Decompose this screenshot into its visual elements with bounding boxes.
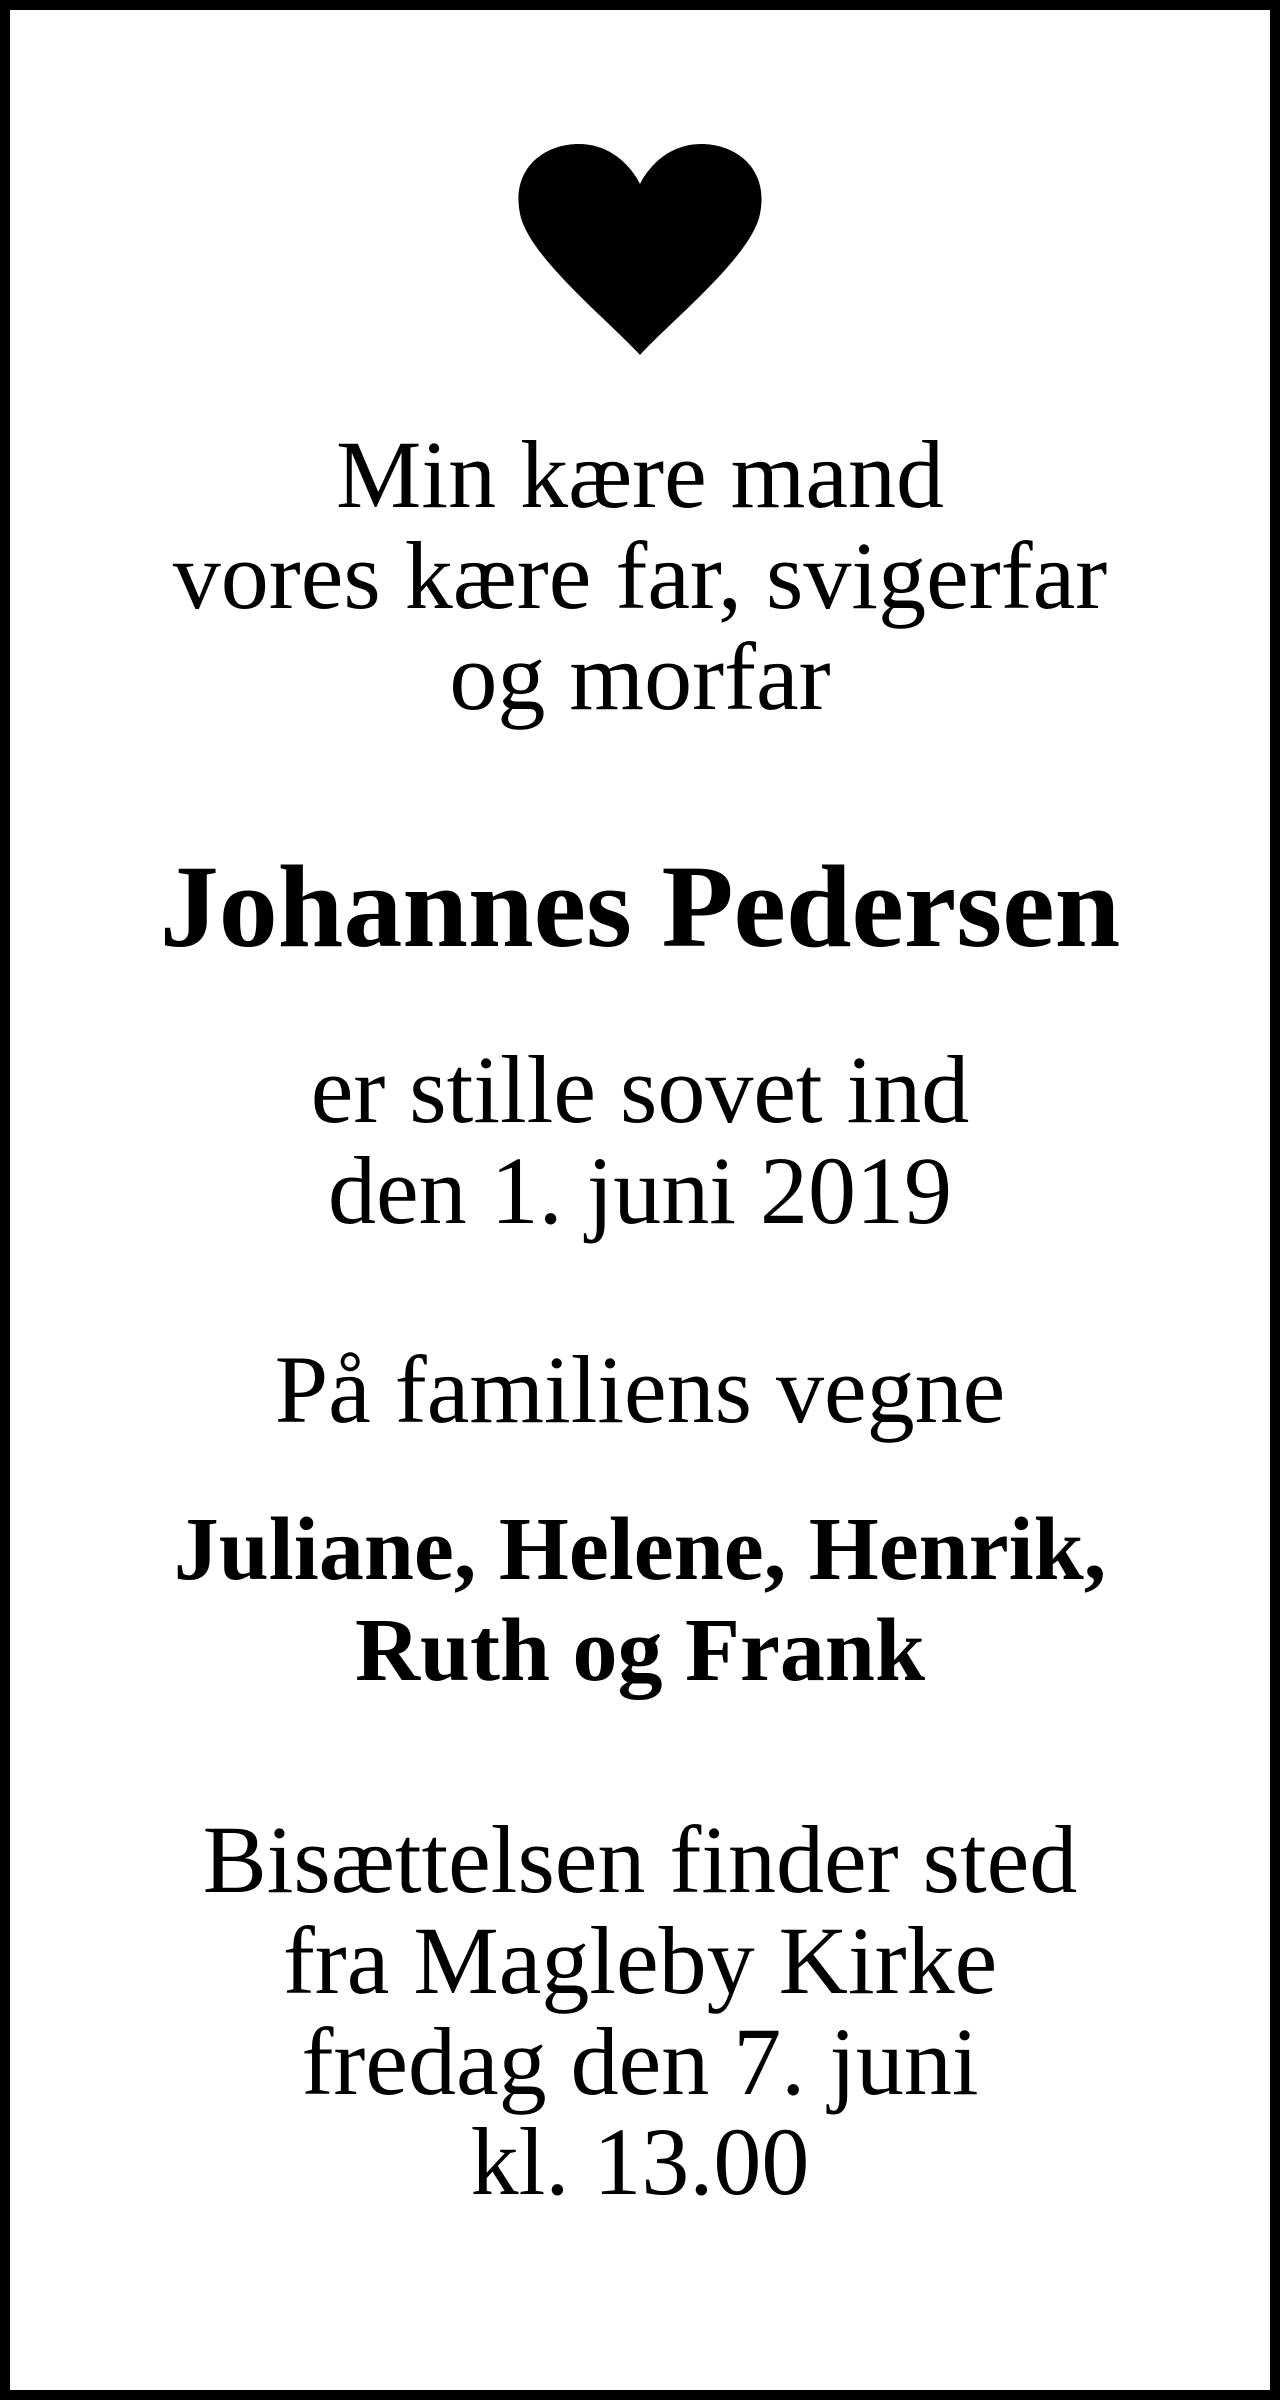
intro-line: Min kære mand [336,421,944,528]
passed-text [20,1036,1260,1244]
funeral-details [20,1806,1260,2216]
behalf-text: På familiens vegne [274,1336,1006,1443]
heart-icon [515,140,765,360]
passed-line: den 1. juni 2019 [328,1136,952,1244]
deceased-name: Johannes Pedersen [159,841,1121,972]
funeral-line: fredag den 7. juni [301,2007,979,2115]
funeral-line: Bisættelsen finder sted [202,1806,1078,1913]
intro-text [20,421,1260,730]
funeral-line: fra Magleby Kirke [282,1906,998,2014]
signer-line: Juliane, Helene, Henrik, [173,1500,1107,1599]
passed-line: er stille sovet ind [310,1036,970,1143]
signer-names [20,1500,1260,1702]
funeral-line: kl. 13.00 [470,2108,810,2216]
intro-line: og morfar [449,622,831,730]
intro-line: vores kære far, svigerfar [172,521,1108,629]
signer-line: Ruth og Frank [354,1600,926,1700]
